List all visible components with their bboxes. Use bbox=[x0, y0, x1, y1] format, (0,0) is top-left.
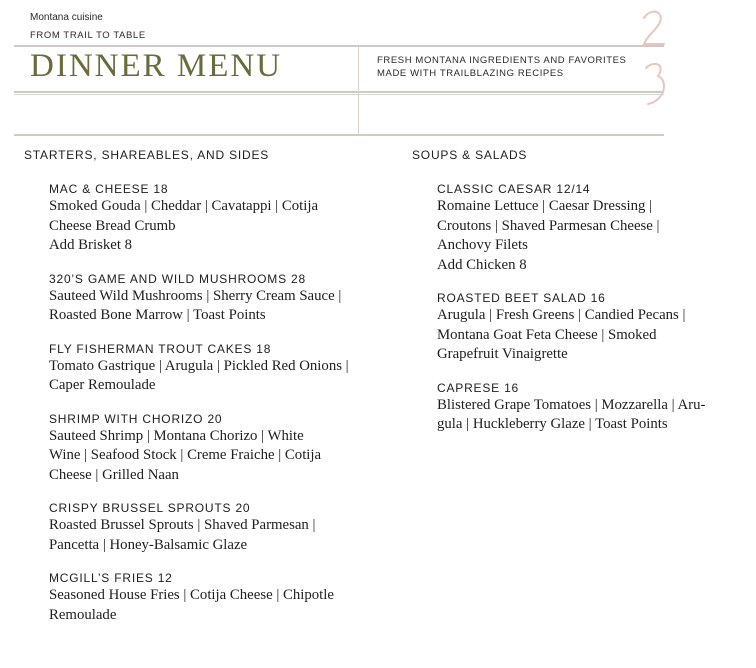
header-middle-rule-thin bbox=[14, 94, 664, 95]
menu-item-description bbox=[49, 287, 384, 326]
starters-section bbox=[24, 148, 384, 640]
menu-item-description-line: Blistered Grape Tomatoes | Mozzarella | Aru- bbox=[437, 396, 706, 413]
menu-item-description-line: Cheese Bread Crumb bbox=[49, 217, 176, 234]
menu-item-description-line: Seasoned House Fries | Cotija Cheese | Chipotle bbox=[49, 587, 334, 603]
header-divider bbox=[358, 46, 359, 134]
menu-item-description-line: Smoked Gouda | Cheddar | Cavatappi | Cotija bbox=[49, 198, 319, 214]
tagline: FROM TRAIL TO TABLE bbox=[30, 30, 146, 41]
menu-item-description-line: Remoulade bbox=[49, 606, 117, 623]
page-title: DINNER MENU bbox=[30, 48, 283, 84]
menu-item-name: MCGILL’S FRIES 12 bbox=[49, 571, 173, 585]
section-title-starters: STARTERS, SHAREABLES, AND SIDES bbox=[24, 148, 270, 162]
menu-item-description-line: Cheese | Grilled Naan bbox=[49, 466, 179, 483]
menu-item-description-line: Add Chicken 8 bbox=[437, 256, 527, 273]
cuisine-label: Montana cuisine bbox=[30, 12, 103, 23]
header-blurb bbox=[377, 54, 647, 80]
menu-item-description-line: Add Brisket 8 bbox=[49, 237, 133, 253]
header-bottom-rule bbox=[14, 134, 664, 136]
menu-item bbox=[49, 271, 384, 326]
menu-item-description-line: Grapefruit Vinaigrette bbox=[437, 346, 568, 362]
menu-item bbox=[49, 181, 384, 256]
menu-item bbox=[49, 411, 384, 486]
menu-item-description-line: Arugula | Fresh Greens | Candied Pecans | bbox=[437, 307, 686, 323]
menu-item-description-line: Pancetta | Honey-Balsamic Glaze bbox=[49, 536, 248, 553]
menu-item-name: CRISPY BRUSSEL SPROUTS 20 bbox=[49, 501, 251, 515]
menu-item-description bbox=[49, 357, 384, 396]
menu-item-description bbox=[49, 586, 384, 625]
menu-item-description-line: Romaine Lettuce | Caesar Dressing | bbox=[437, 198, 653, 214]
menu-item bbox=[49, 570, 384, 625]
blurb-line-1: FRESH MONTANA INGREDIENTS AND FAVORITES bbox=[377, 55, 627, 66]
menu-item-description-line: Tomato Gastrique | Arugula | Pickled Red Onions | bbox=[49, 357, 349, 374]
menu-item bbox=[49, 341, 384, 396]
menu-item-name: CAPRESE 16 bbox=[437, 380, 520, 395]
menu-item-name: ROASTED BEET SALAD 16 bbox=[437, 291, 606, 305]
menu-item-description-line: gula | Huckleberry Glaze | Toast Points bbox=[437, 416, 668, 432]
menu-item-description-line: Caper Remoulade bbox=[49, 377, 156, 393]
menu-item-description bbox=[437, 306, 747, 365]
menu-item-name: CLASSIC CAESAR 12/14 bbox=[437, 182, 591, 196]
menu-item-description-line: Sauteed Shrimp | Montana Chorizo | White bbox=[49, 427, 304, 444]
menu-item-name: 320’S GAME AND WILD MUSHROOMS 28 bbox=[49, 271, 306, 286]
menu-item-description-line: Sauteed Wild Mushrooms | Sherry Cream Sauce | bbox=[49, 287, 342, 304]
decorative-number-icon bbox=[636, 4, 672, 114]
menu-item-description bbox=[49, 197, 384, 256]
menu-item-name: MAC & CHEESE 18 bbox=[49, 182, 169, 196]
section-title-soups: SOUPS & SALADS bbox=[412, 148, 528, 162]
menu-item-description-line: Anchovy Filets bbox=[437, 237, 528, 253]
starters-list bbox=[24, 181, 384, 625]
blurb-line-2: MADE WITH TRAILBLAZING RECIPES bbox=[377, 68, 564, 79]
menu-item-description-line: Croutons | Shaved Parmesan Cheese | bbox=[437, 217, 660, 234]
menu-item-description-line: Wine | Seafood Stock | Creme Fraiche | Cotija bbox=[49, 447, 322, 463]
menu-item-description bbox=[49, 516, 384, 555]
header-top-rule bbox=[14, 45, 664, 47]
header-middle-rule bbox=[14, 91, 664, 93]
menu-item-description bbox=[437, 197, 747, 275]
menu-item-name: FLY FISHERMAN TROUT CAKES 18 bbox=[49, 341, 272, 356]
menu-item bbox=[437, 290, 747, 365]
soups-section bbox=[412, 148, 747, 450]
menu-item bbox=[437, 181, 747, 275]
menu-item-name: SHRIMP WITH CHORIZO 20 bbox=[49, 411, 223, 426]
menu-item-description-line: Roasted Bone Marrow | Toast Points bbox=[49, 307, 266, 323]
menu-item bbox=[49, 500, 384, 555]
menu-item bbox=[437, 380, 747, 435]
menu-item-description-line: Montana Goat Feta Cheese | Smoked bbox=[437, 326, 657, 343]
menu-item-description-line: Roasted Brussel Sprouts | Shaved Parmesan | bbox=[49, 517, 316, 533]
menu-item-description bbox=[49, 427, 384, 486]
menu-item-description bbox=[437, 396, 747, 435]
soups-list bbox=[412, 181, 747, 435]
